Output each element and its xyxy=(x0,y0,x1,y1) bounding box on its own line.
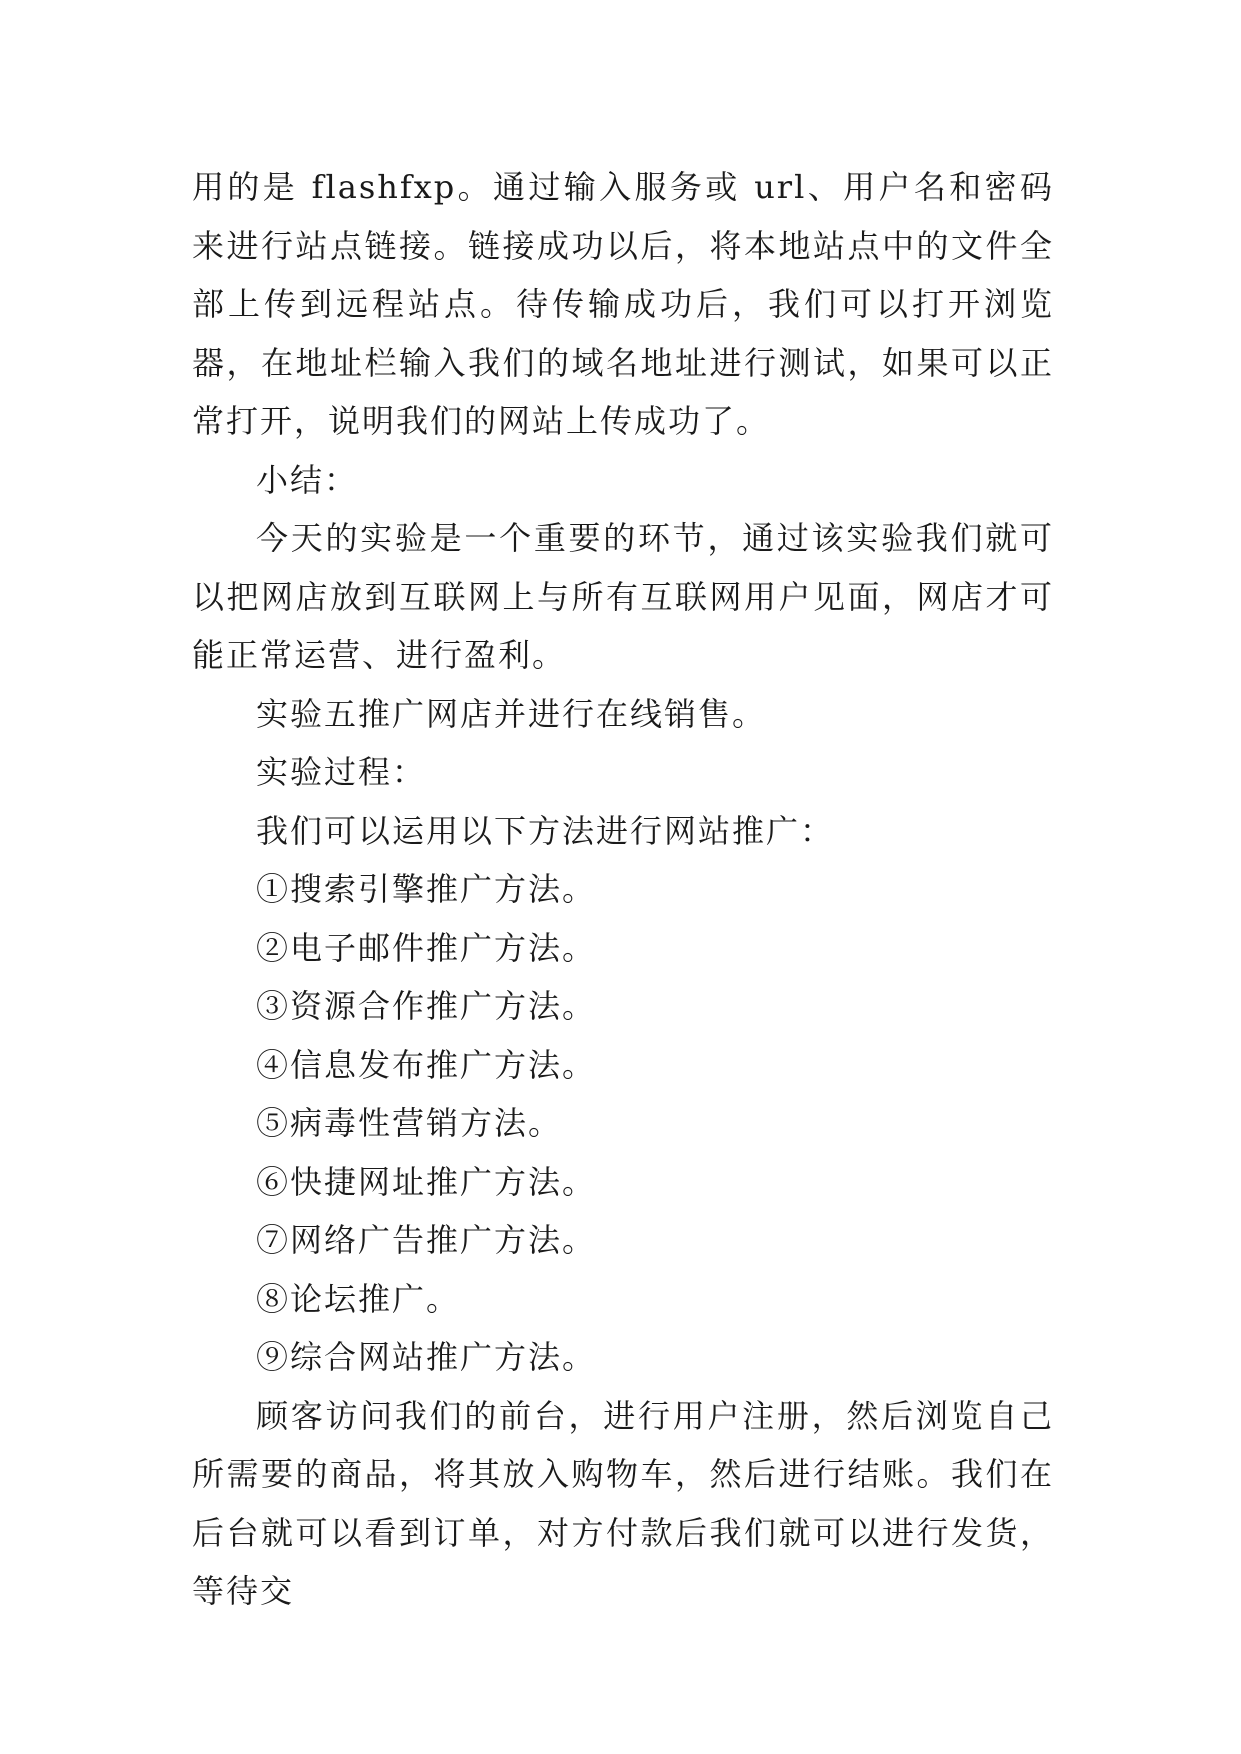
paragraph-upload-description: 用的是 flashfxp。通过输入服务或 url、用户名和密码来进行站点链接。链接成功以后，将本地站点中的文件全部上传到远程站点。待传输成功后，我们可以打开浏览器，在地址栏输入我们的域名地址进行测试，如果可以正常打开，说明我们的网站上传成功了。 xyxy=(192,168,1054,440)
list-item-method-4: ④信息发布推广方法。 xyxy=(256,1045,597,1084)
list-item-method-7: ⑦网络广告推广方法。 xyxy=(256,1221,597,1259)
list-item-method-2: ②电子邮件推广方法。 xyxy=(256,928,597,967)
list-item-method-8: ⑧论坛推广。 xyxy=(256,1279,461,1318)
paragraph-process-heading: 实验过程： xyxy=(256,753,427,791)
paragraph-experiment-five-title: 实验五推广网店并进行在线销售。 xyxy=(256,694,767,733)
list-item-method-3: ③资源合作推广方法。 xyxy=(256,987,597,1025)
list-item-method-9: ⑨综合网站推广方法。 xyxy=(256,1338,597,1376)
paragraph-summary-text: 今天的实验是一个重要的环节，通过该实验我们就可以把网店放到互联网上与所有互联网用户见面，网店才可能正常运营、进行盈利。 xyxy=(192,519,1054,674)
list-item-method-5: ⑤病毒性营销方法。 xyxy=(256,1104,563,1142)
document-body xyxy=(192,158,1054,1621)
list-item-method-6: ⑥快捷网址推广方法。 xyxy=(256,1162,597,1201)
paragraph-summary-heading: 小结： xyxy=(256,460,359,499)
paragraph-methods-intro: 我们可以运用以下方法进行网站推广： xyxy=(256,811,835,850)
list-item-method-1: ①搜索引擎推广方法。 xyxy=(256,870,597,908)
paragraph-customer-flow: 顾客访问我们的前台，进行用户注册，然后浏览自己所需要的商品，将其放入购物车，然后进行结账。我们在后台就可以看到订单，对方付款后我们就可以进行发货，等待交 xyxy=(192,1396,1054,1610)
